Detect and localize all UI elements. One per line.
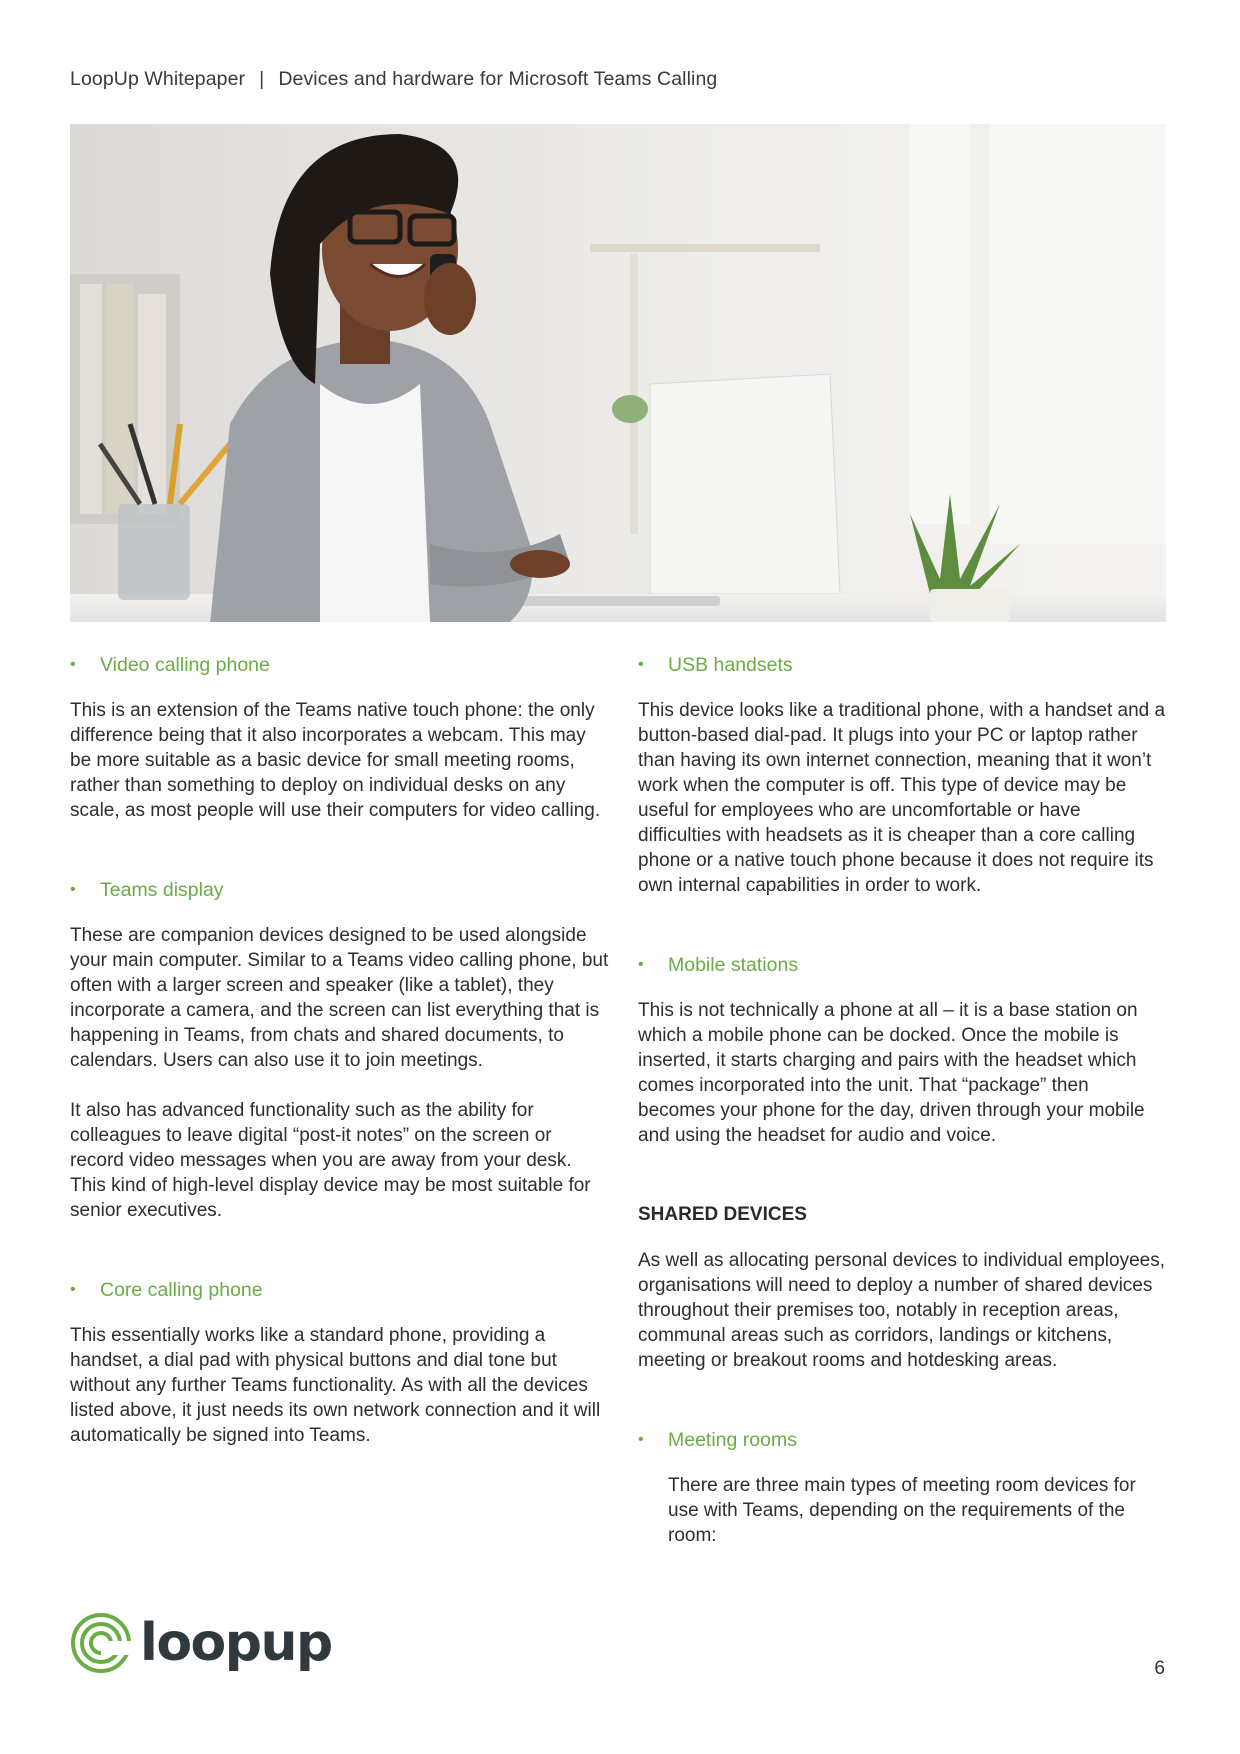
page-number: 6 xyxy=(1154,1658,1165,1679)
bullet-icon: • xyxy=(638,956,644,973)
core-calling-phone-text: This essentially works like a standard phone, providing a handset, a dial pad with physical buttons and dial tone but without any further Teams functionality. As with all the devices listed above, it just needs its own network connection and it will automatically be signed into Teams. xyxy=(70,1325,601,1446)
teams-display-text-2: It also has advanced functionality such as the ability for colleagues to leave digital “post-it notes” on the screen or record video messages when you are away from your desk. This kind of high-level display device may be most suitable for senior executives. xyxy=(70,1100,591,1221)
heading-label: Mobile stations xyxy=(668,953,799,976)
hero-photo xyxy=(70,124,1166,622)
right-column xyxy=(638,648,1168,1548)
usb-handsets-heading xyxy=(638,648,1168,682)
heading-label: Core calling phone xyxy=(100,1278,263,1301)
bullet-icon: • xyxy=(70,656,76,673)
bullet-icon: • xyxy=(638,1431,644,1448)
office-photo-illustration xyxy=(70,124,1166,622)
heading-label: Teams display xyxy=(100,878,224,901)
shared-devices-heading: SHARED DEVICES xyxy=(638,1204,807,1225)
teams-display-text-1: These are companion devices designed to be used alongside your main computer. Similar to a Teams video calling phone, but often with a larger screen and speaker (like a tablet), they incorporate a camera, and the screen can list everything that is happening in Teams, from chats and shared documents, to calendars. Users can also use it to join meetings. xyxy=(70,925,609,1071)
video-calling-phone-text: This is an extension of the Teams native touch phone: the only difference being that it also incorporates a webcam. This may be more suitable as a basic device for small meeting rooms, rather than something to deploy on individual desks on any scale, as most people will use their computers for video calling. xyxy=(70,700,601,821)
mobile-stations-text: This is not technically a phone at all – it is a base station on which a mobile phone can be docked. Once the mobile is inserted, it starts charging and pairs with the headset which comes incorporated into the unit. That “package” then becomes your phone for the day, driven through your mobile and using the headset for audio and voice. xyxy=(638,1000,1145,1146)
left-column xyxy=(70,648,610,1448)
meeting-rooms-heading xyxy=(638,1423,1168,1457)
shared-devices-text: As well as allocating personal devices to individual employees, organisations will need to deploy a number of shared devices throughout their premises too, notably in reception areas, communal areas such as corridors, landings or kitchens, meeting or breakout rooms and hotdesking areas. xyxy=(638,1250,1166,1371)
page-header xyxy=(70,68,717,91)
usb-handsets-text: This device looks like a traditional phone, with a handset and a button-based dial-pad. It plugs into your PC or laptop rather than having its own internet connection, meaning that it won’t work when the computer is off. This type of device may be useful for employees who are uncomfortable or have difficulties with headsets as it is cheaper than a core calling phone or a native touch phone because it does not require its own internal capabilities in order to work. xyxy=(638,700,1166,896)
meeting-rooms-text: There are three main types of meeting room devices for use with Teams, depending on the requirements of the room: xyxy=(668,1475,1136,1546)
logo-wordmark: loopup xyxy=(140,1613,332,1673)
bullet-icon: • xyxy=(70,1281,76,1298)
heading-label: Meeting rooms xyxy=(668,1428,797,1451)
video-calling-phone-heading xyxy=(70,648,610,682)
loopup-logo xyxy=(70,1612,332,1674)
loopup-swirl-icon xyxy=(70,1612,132,1674)
header-title: Devices and hardware for Microsoft Teams Calling xyxy=(278,68,718,90)
header-separator: | xyxy=(259,68,265,90)
mobile-stations-heading xyxy=(638,948,1168,982)
heading-label: Video calling phone xyxy=(100,653,270,676)
teams-display-heading xyxy=(70,873,610,907)
core-calling-phone-heading xyxy=(70,1273,610,1307)
bullet-icon: • xyxy=(638,656,644,673)
header-brand: LoopUp Whitepaper xyxy=(70,68,246,90)
bullet-icon: • xyxy=(70,881,76,898)
heading-label: USB handsets xyxy=(668,653,793,676)
